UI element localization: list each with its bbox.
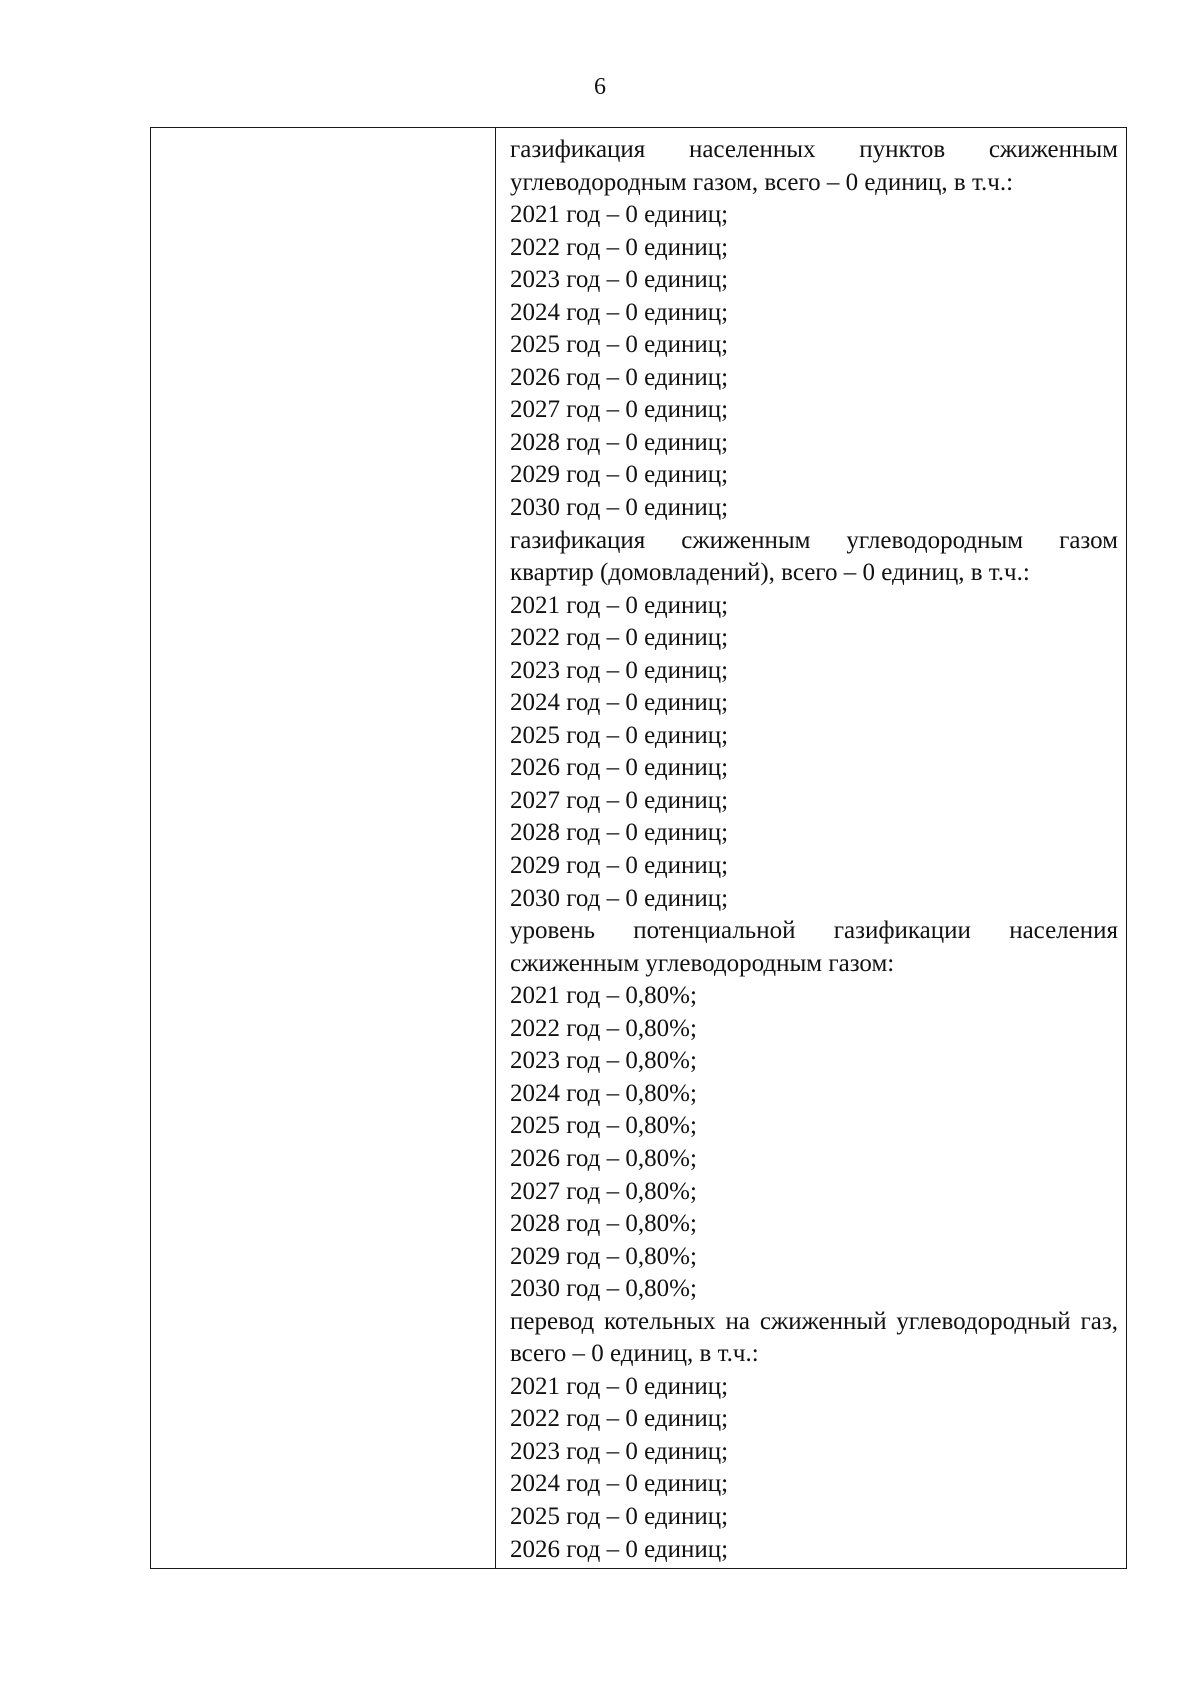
indicator-year-item: 2025 год – 0 единиц; xyxy=(510,721,729,749)
table-cell-left-empty xyxy=(151,128,496,1569)
indicator-year-item: 2023 год – 0,80%; xyxy=(510,1047,697,1075)
indicator-block-apartments xyxy=(510,525,1118,916)
indicator-year-item: 2021 год – 0 единиц; xyxy=(510,201,729,229)
indicator-block-settlements xyxy=(510,134,1118,525)
indicator-year-item: 2021 год – 0 единиц; xyxy=(510,591,729,619)
indicator-year-item: 2028 год – 0,80%; xyxy=(510,1210,697,1238)
indicator-heading: перевод котельных на сжиженный углеводородный газ, всего – 0 единиц, в т.ч.: xyxy=(510,1307,1118,1368)
indicator-year-item: 2027 год – 0 единиц; xyxy=(510,786,729,814)
indicator-year-item: 2026 год – 0 единиц; xyxy=(510,363,729,391)
indicator-year-item: 2030 год – 0 единиц; xyxy=(510,494,729,522)
indicator-year-item: 2028 год – 0 единиц; xyxy=(510,819,729,847)
indicator-year-item: 2027 год – 0 единиц; xyxy=(510,396,729,424)
table-cell-indicators xyxy=(496,128,1127,1569)
indicator-heading: уровень потенциальной газификации населения сжиженным углеводородным газом: xyxy=(510,917,1118,977)
indicator-year-item: 2023 год – 0 единиц; xyxy=(510,1437,729,1465)
indicator-heading: газификация сжиженным углеводородным газом квартир (домовладений), всего – 0 единиц, в т.ч.: xyxy=(510,526,1118,587)
indicator-block-boiler-conversion xyxy=(510,1306,1118,1566)
indicator-year-item: 2030 год – 0,80%; xyxy=(510,1275,697,1303)
indicator-year-item: 2027 год – 0,80%; xyxy=(510,1177,697,1205)
indicator-year-item: 2029 год – 0 единиц; xyxy=(510,461,729,489)
indicator-year-item: 2025 год – 0 единиц; xyxy=(510,331,729,359)
indicator-year-item: 2026 год – 0 единиц; xyxy=(510,754,729,782)
program-indicators-table xyxy=(150,127,1127,1569)
indicator-year-item: 2026 год – 0,80%; xyxy=(510,1144,697,1172)
indicator-year-item: 2024 год – 0 единиц; xyxy=(510,298,729,326)
indicator-block-gasification-level xyxy=(510,915,1118,1306)
indicator-heading: газификация населенных пунктов сжиженным углеводородным газом, всего – 0 единиц, в т.ч.: xyxy=(510,136,1118,196)
indicator-year-item: 2024 год – 0 единиц; xyxy=(510,689,729,717)
indicator-year-item: 2022 год – 0,80%; xyxy=(510,1014,697,1042)
indicator-year-item: 2030 год – 0 единиц; xyxy=(510,884,729,912)
indicator-year-item: 2023 год – 0 единиц; xyxy=(510,266,729,294)
indicator-year-item: 2022 год – 0 единиц; xyxy=(510,624,729,652)
indicator-year-item: 2029 год – 0,80%; xyxy=(510,1242,697,1270)
indicator-year-item: 2024 год – 0 единиц; xyxy=(510,1470,729,1498)
indicator-year-item: 2022 год – 0 единиц; xyxy=(510,1405,729,1433)
indicator-year-item: 2023 год – 0 единиц; xyxy=(510,656,729,684)
indicator-year-item: 2026 год – 0 единиц; xyxy=(510,1535,729,1563)
indicator-year-item: 2028 год – 0 единиц; xyxy=(510,428,729,456)
indicator-year-item: 2021 год – 0,80%; xyxy=(510,982,697,1010)
indicator-year-item: 2025 год – 0 единиц; xyxy=(510,1502,729,1530)
indicator-year-item: 2029 год – 0 единиц; xyxy=(510,852,729,880)
indicator-year-item: 2025 год – 0,80%; xyxy=(510,1112,697,1140)
page-number: 6 xyxy=(594,74,606,100)
indicator-year-item: 2022 год – 0 единиц; xyxy=(510,233,729,261)
indicator-year-item: 2021 год – 0 единиц; xyxy=(510,1372,729,1400)
indicator-year-item: 2024 год – 0,80%; xyxy=(510,1079,697,1107)
table-row xyxy=(151,128,1127,1569)
